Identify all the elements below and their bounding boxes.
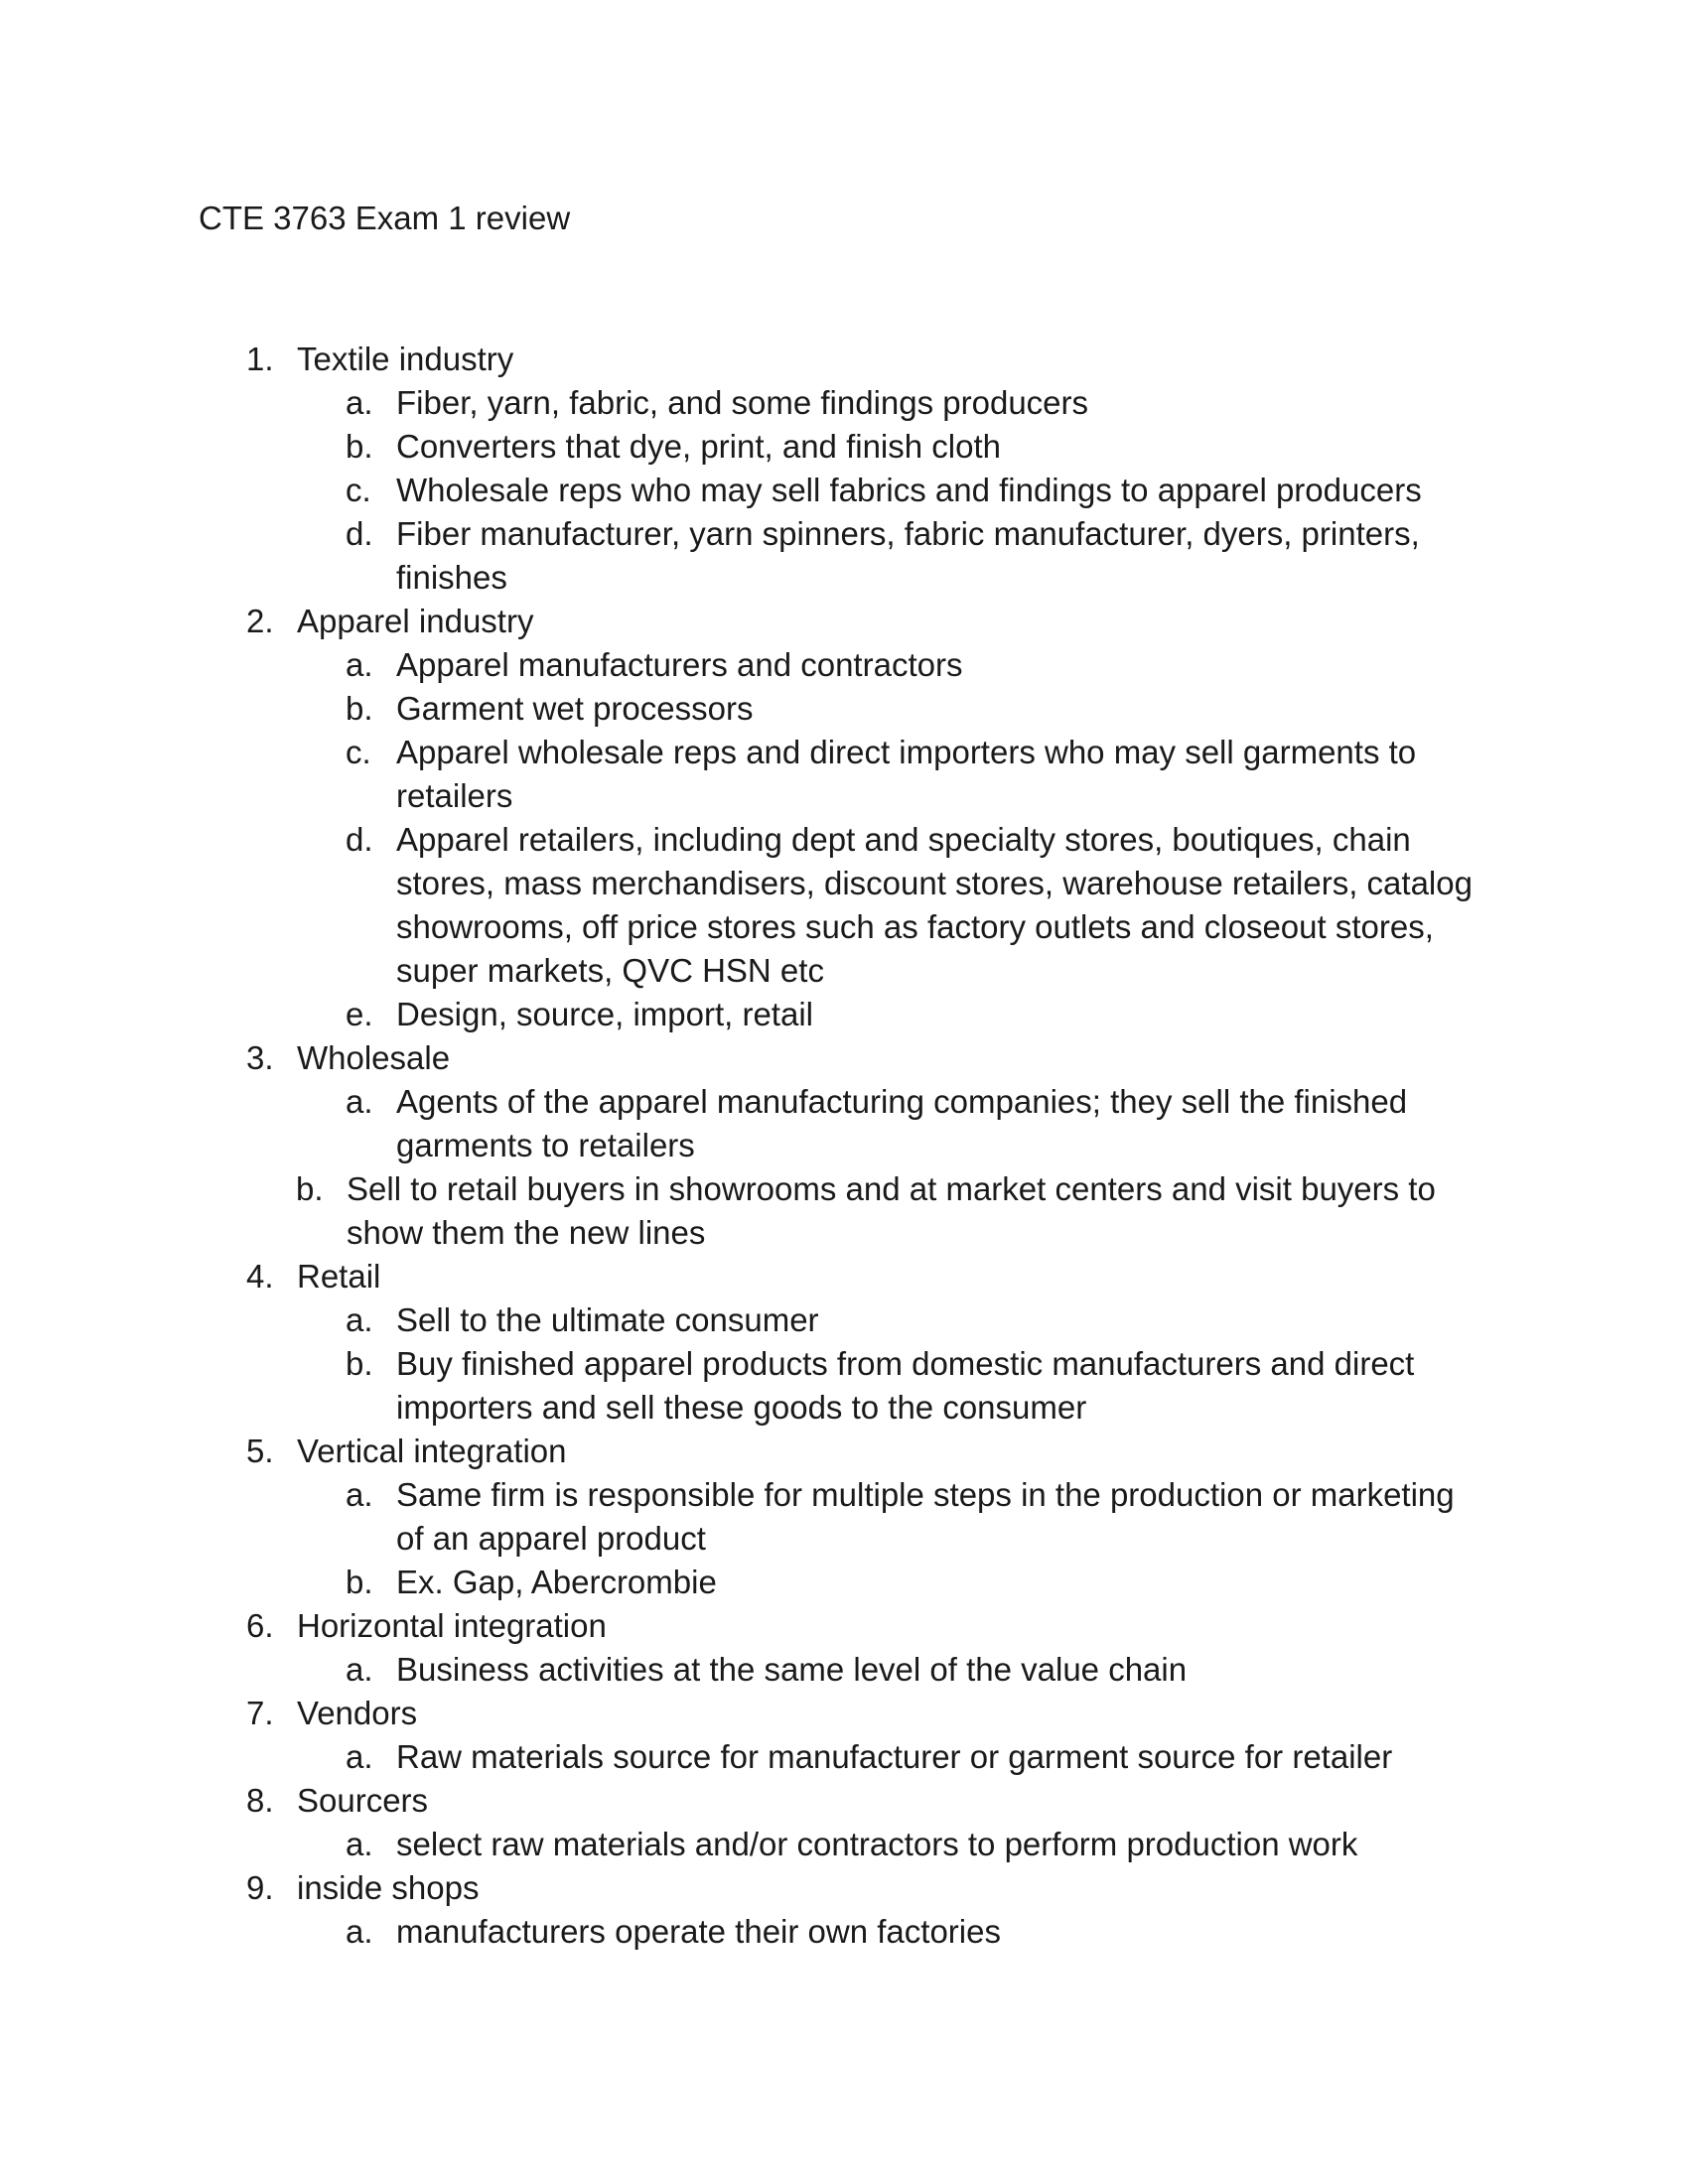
item-number: 7.	[246, 1695, 274, 1731]
subitem-letter: a.	[346, 1476, 373, 1513]
outline-subitem	[0, 818, 1488, 993]
item-heading: Retail	[297, 1258, 381, 1295]
subitem-letter: a.	[346, 1826, 373, 1862]
item-number: 2.	[246, 603, 274, 639]
subitem-text: Raw materials source for manufacturer or garment source for retailer	[396, 1738, 1393, 1775]
subitem-letter: b.	[296, 1170, 324, 1207]
outline-item	[0, 1866, 1688, 1910]
outline-subitem	[0, 1342, 1488, 1430]
subitem-text: Business activities at the same level of the value chain	[396, 1651, 1188, 1688]
subitem-letter: a.	[346, 384, 373, 421]
outline-item	[0, 600, 1688, 643]
outline-subitem	[0, 1910, 1488, 1954]
subitem-text: Agents of the apparel manufacturing companies; they sell the finished garments to retailers	[396, 1083, 1408, 1163]
outline-subitem	[0, 1823, 1488, 1866]
subitem-text: Same firm is responsible for multiple steps in the production or marketing of an apparel product	[396, 1476, 1455, 1557]
subitem-letter: b.	[346, 1564, 373, 1600]
subitem-text: manufacturers operate their own factories	[396, 1913, 1001, 1950]
subitem-letter: c.	[346, 472, 371, 508]
item-number: 6.	[246, 1607, 274, 1644]
outline-subitem	[0, 643, 1488, 687]
subitem-text: Ex. Gap, Abercrombie	[396, 1564, 717, 1600]
outline-item	[0, 1036, 1688, 1080]
subitem-text: Apparel wholesale reps and direct importers who may sell garments to retailers	[396, 734, 1417, 814]
item-number: 1.	[246, 341, 274, 377]
outline-subitem	[0, 731, 1488, 818]
outline-item	[0, 1692, 1688, 1735]
outline-subitem	[0, 381, 1488, 425]
subitem-text: Fiber, yarn, fabric, and some findings producers	[396, 384, 1089, 421]
item-heading: Vendors	[297, 1695, 418, 1731]
outline-item	[0, 1604, 1688, 1648]
item-number: 9.	[246, 1869, 274, 1906]
outline-item	[0, 1779, 1688, 1823]
subitem-letter: e.	[346, 996, 373, 1032]
subitem-letter: b.	[346, 1345, 373, 1382]
subitem-letter: a.	[346, 1738, 373, 1775]
outline-item	[0, 1430, 1688, 1473]
subitem-text: Buy finished apparel products from domestic manufacturers and direct importers and sell these goods to the consumer	[396, 1345, 1415, 1426]
outline-subitem	[0, 1080, 1488, 1167]
subitem-letter: a.	[346, 1913, 373, 1950]
outline-item	[0, 1255, 1688, 1298]
item-number: 8.	[246, 1782, 274, 1819]
outline-subitem	[0, 425, 1488, 469]
outline-subitem	[0, 687, 1488, 731]
item-number: 4.	[246, 1258, 274, 1295]
subitem-letter: d.	[346, 821, 373, 858]
outline-subitem	[0, 512, 1488, 600]
subitem-text: Wholesale reps who may sell fabrics and findings to apparel producers	[396, 472, 1422, 508]
item-heading: Horizontal integration	[297, 1607, 607, 1644]
subitem-letter: a.	[346, 646, 373, 683]
subitem-text: Fiber manufacturer, yarn spinners, fabric manufacturer, dyers, printers, finishes	[396, 515, 1420, 596]
item-heading: Wholesale	[297, 1039, 451, 1076]
outline-subitem	[0, 1298, 1488, 1342]
subitem-letter: d.	[346, 515, 373, 552]
item-number: 3.	[246, 1039, 274, 1076]
outline-subitem	[0, 1648, 1488, 1692]
item-heading: Sourcers	[297, 1782, 429, 1819]
subitem-text: Design, source, import, retail	[396, 996, 813, 1032]
subitem-text: Converters that dye, print, and finish cloth	[396, 428, 1001, 465]
outline-subitem	[0, 1167, 1488, 1255]
outline-subitem	[0, 469, 1488, 512]
subitem-letter: a.	[346, 1083, 373, 1120]
subitem-letter: a.	[346, 1301, 373, 1338]
subitem-letter: b.	[346, 690, 373, 727]
subitem-text: Apparel manufacturers and contractors	[396, 646, 963, 683]
subitem-text: Sell to retail buyers in showrooms and at market centers and visit buyers to show them the new lines	[347, 1170, 1436, 1251]
outline-subitem	[0, 1735, 1488, 1779]
item-heading: Vertical integration	[297, 1433, 567, 1469]
item-heading: Textile industry	[297, 341, 514, 377]
item-heading: Apparel industry	[297, 603, 534, 639]
item-heading: inside shops	[297, 1869, 480, 1906]
subitem-letter: c.	[346, 734, 371, 770]
subitem-letter: b.	[346, 428, 373, 465]
subitem-text: select raw materials and/or contractors to perform production work	[396, 1826, 1358, 1862]
outline-subitem	[0, 1561, 1488, 1604]
review-outline	[0, 338, 1688, 1954]
subitem-text: Sell to the ultimate consumer	[396, 1301, 819, 1338]
document-title: CTE 3763 Exam 1 review	[199, 200, 571, 236]
subitem-text: Apparel retailers, including dept and specialty stores, boutiques, chain stores, mass merchandisers, discount stores, warehouse retailers, catalog showrooms, off price stores such as factory outlets and closeout stores, super markets, QVC HSN etc	[396, 821, 1473, 989]
subitem-letter: a.	[346, 1651, 373, 1688]
item-number: 5.	[246, 1433, 274, 1469]
outline-item	[0, 338, 1688, 381]
subitem-text: Garment wet processors	[396, 690, 754, 727]
outline-subitem	[0, 1473, 1488, 1561]
outline-subitem	[0, 993, 1488, 1036]
